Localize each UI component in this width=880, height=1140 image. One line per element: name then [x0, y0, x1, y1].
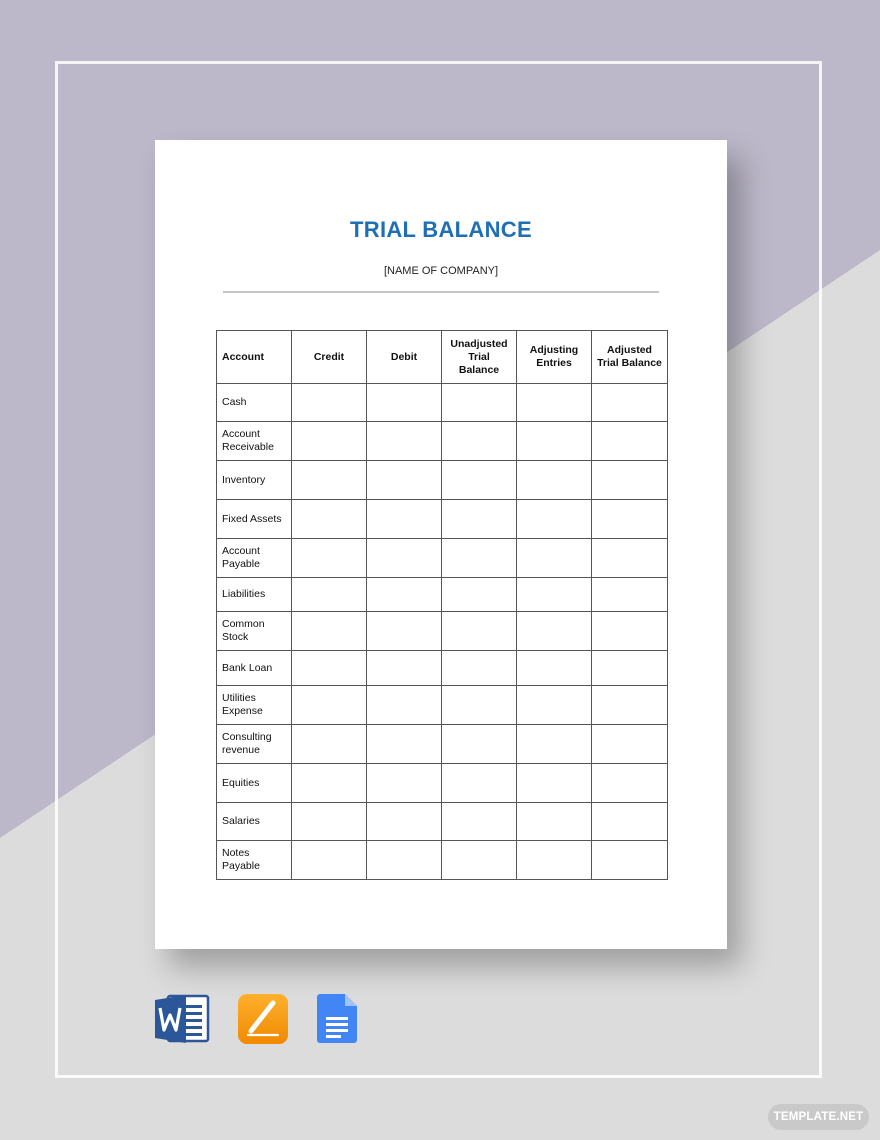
empty-cell	[442, 500, 517, 539]
empty-cell	[442, 612, 517, 651]
empty-cell	[592, 422, 668, 461]
account-name-cell: Fixed Assets	[217, 500, 292, 539]
empty-cell	[442, 461, 517, 500]
empty-cell	[517, 686, 592, 725]
document-page	[155, 140, 727, 949]
empty-cell	[517, 725, 592, 764]
document-title: TRIAL BALANCE	[350, 217, 532, 242]
trial-balance-table	[216, 330, 668, 880]
empty-cell	[292, 500, 367, 539]
account-name-cell: Cash	[217, 384, 292, 422]
empty-cell	[592, 461, 668, 500]
table-row	[217, 461, 668, 500]
empty-cell	[442, 578, 517, 612]
column-header-adjusting-entries: Adjusting Entries	[517, 331, 592, 384]
empty-cell	[517, 803, 592, 841]
empty-cell	[442, 422, 517, 461]
empty-cell	[517, 841, 592, 880]
empty-cell	[292, 578, 367, 612]
empty-cell	[292, 686, 367, 725]
empty-cell	[517, 764, 592, 803]
table-row	[217, 539, 668, 578]
google-docs-icon	[317, 993, 359, 1045]
table-row	[217, 612, 668, 651]
pages-icon	[237, 993, 289, 1045]
empty-cell	[442, 686, 517, 725]
word-icon	[154, 993, 210, 1045]
empty-cell	[592, 841, 668, 880]
account-name-cell: Bank Loan	[217, 651, 292, 686]
account-name-cell: Liabilities	[217, 578, 292, 612]
empty-cell	[592, 578, 668, 612]
table-row	[217, 841, 668, 880]
empty-cell	[292, 422, 367, 461]
column-header-credit: Credit	[292, 331, 367, 384]
empty-cell	[592, 686, 668, 725]
empty-cell	[592, 803, 668, 841]
empty-cell	[517, 461, 592, 500]
empty-cell	[367, 764, 442, 803]
empty-cell	[292, 384, 367, 422]
table-row	[217, 803, 668, 841]
empty-cell	[592, 384, 668, 422]
company-name: [NAME OF COMPANY]	[383, 265, 499, 277]
empty-cell	[292, 461, 367, 500]
empty-cell	[442, 539, 517, 578]
account-name-cell: Salaries	[217, 803, 292, 841]
empty-cell	[442, 651, 517, 686]
empty-cell	[367, 578, 442, 612]
empty-cell	[367, 612, 442, 651]
column-header-debit: Debit	[367, 331, 442, 384]
column-header-account: Account	[217, 331, 292, 384]
empty-cell	[592, 612, 668, 651]
table-row	[217, 578, 668, 612]
empty-cell	[442, 803, 517, 841]
empty-cell	[292, 539, 367, 578]
empty-cell	[517, 500, 592, 539]
empty-cell	[367, 686, 442, 725]
table-row	[217, 686, 668, 725]
empty-cell	[592, 725, 668, 764]
empty-cell	[367, 384, 442, 422]
account-name-cell: Inventory	[217, 461, 292, 500]
empty-cell	[367, 651, 442, 686]
account-name-cell: Account Payable	[217, 539, 292, 578]
account-name-cell: Consulting revenue	[217, 725, 292, 764]
empty-cell	[292, 841, 367, 880]
empty-cell	[592, 764, 668, 803]
empty-cell	[517, 578, 592, 612]
account-name-cell: Utilities Expense	[217, 686, 292, 725]
account-name-cell: Account Receivable	[217, 422, 292, 461]
table-row	[217, 725, 668, 764]
empty-cell	[367, 422, 442, 461]
empty-cell	[292, 651, 367, 686]
empty-cell	[367, 500, 442, 539]
empty-cell	[292, 764, 367, 803]
title-divider	[223, 291, 659, 293]
table-header-row	[217, 331, 668, 384]
empty-cell	[517, 384, 592, 422]
table-row	[217, 422, 668, 461]
column-header-adjusted-trial-balance: Adjusted Trial Balance	[592, 331, 668, 384]
empty-cell	[517, 539, 592, 578]
empty-cell	[442, 384, 517, 422]
empty-cell	[517, 422, 592, 461]
empty-cell	[517, 612, 592, 651]
account-name-cell: Common Stock	[217, 612, 292, 651]
column-header-unadjusted-trial-balance: Unadjusted Trial Balance	[442, 331, 517, 384]
table-row	[217, 764, 668, 803]
empty-cell	[292, 803, 367, 841]
account-name-cell: Equities	[217, 764, 292, 803]
empty-cell	[367, 461, 442, 500]
table-row	[217, 500, 668, 539]
account-name-cell: Notes Payable	[217, 841, 292, 880]
empty-cell	[367, 539, 442, 578]
empty-cell	[517, 651, 592, 686]
table-row	[217, 651, 668, 686]
empty-cell	[367, 725, 442, 764]
empty-cell	[367, 803, 442, 841]
empty-cell	[292, 725, 367, 764]
table-row	[217, 384, 668, 422]
empty-cell	[592, 539, 668, 578]
empty-cell	[367, 841, 442, 880]
watermark-badge: TEMPLATE.NET	[768, 1104, 869, 1130]
empty-cell	[442, 725, 517, 764]
empty-cell	[442, 764, 517, 803]
empty-cell	[292, 612, 367, 651]
empty-cell	[442, 841, 517, 880]
empty-cell	[592, 651, 668, 686]
empty-cell	[592, 500, 668, 539]
